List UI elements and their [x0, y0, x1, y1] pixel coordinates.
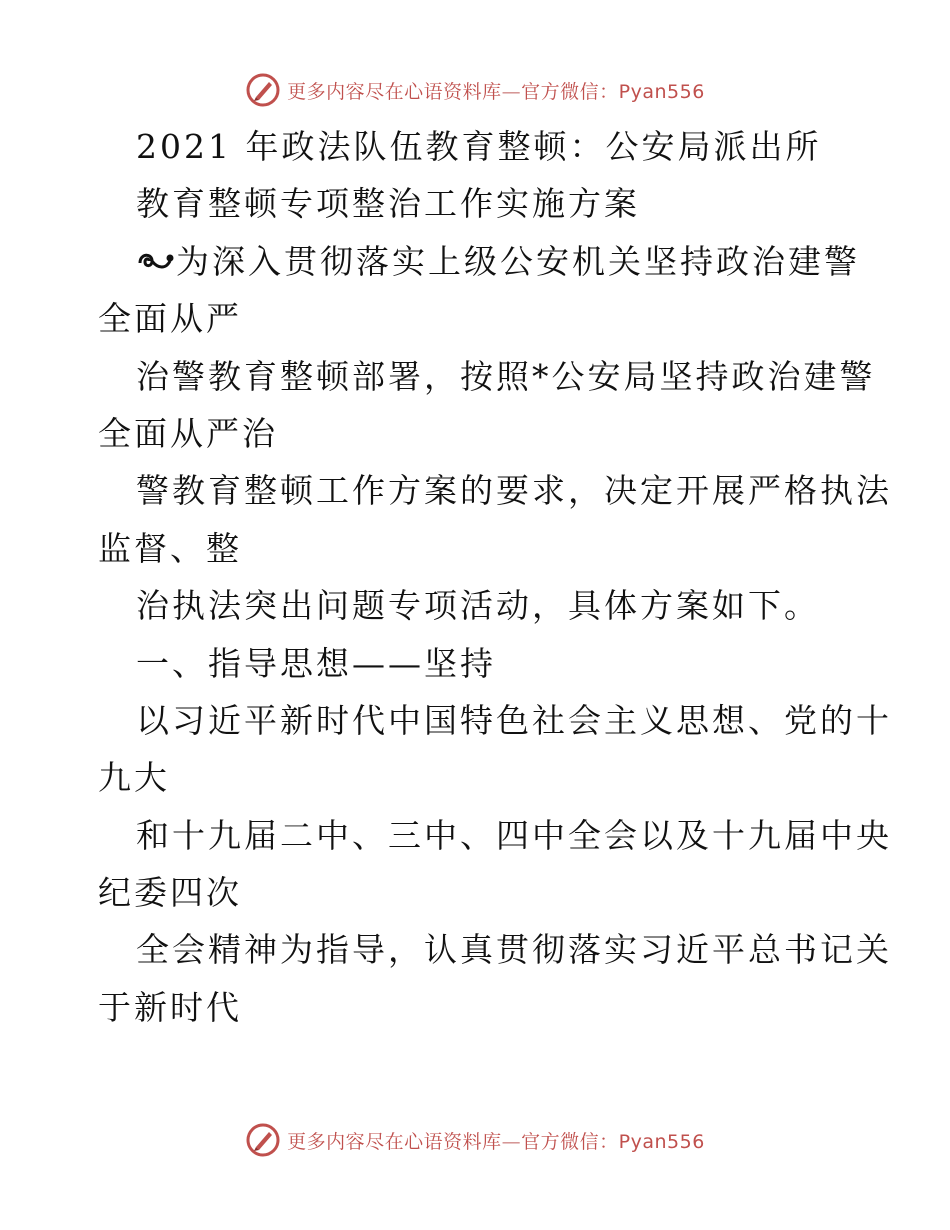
section-heading-guiding-ideology: 一、指导思想——坚持	[136, 643, 496, 683]
doc-paragraph-line: 全面从严	[98, 299, 242, 339]
doc-paragraph-line: 治警教育整顿部署，按照*公安局坚持政治建警	[136, 356, 876, 396]
doc-paragraph-line: 监督、整	[98, 528, 242, 568]
doc-paragraph-line: 和十九届二中、三中、四中全会以及十九届中央	[136, 815, 892, 855]
doc-paragraph-line: 于新时代	[98, 987, 242, 1027]
doc-title-line-2: 教育整顿专项整治工作实施方案	[136, 184, 640, 224]
doc-paragraph-line: 为深入贯彻落实上级公安机关坚持政治建警	[98, 233, 858, 290]
pen-nib-logo-icon	[245, 1122, 281, 1158]
header-banner	[0, 70, 950, 110]
header-banner-text: 更多内容尽在心语资料库—官方微信：Pyan556	[287, 80, 705, 103]
document-body	[98, 118, 892, 1036]
doc-title-line-1: 2021 年政法队伍教育整顿：公安局派出所	[136, 127, 822, 166]
doc-paragraph-line: 纪委四次	[98, 873, 242, 913]
pen-nib-logo-icon	[245, 72, 281, 108]
doc-paragraph-line: 全面从严治	[98, 413, 278, 453]
footer-banner-text: 更多内容尽在心语资料库—官方微信：Pyan556	[287, 1130, 705, 1153]
doc-paragraph-line: 以习近平新时代中国特色社会主义思想、党的十	[136, 700, 892, 740]
footer-banner	[0, 1120, 950, 1160]
doc-paragraph-line: 全会精神为指导，认真贯彻落实习近平总书记关	[136, 930, 892, 970]
doc-paragraph-line: 治执法突出问题专项活动，具体方案如下。	[136, 586, 820, 626]
doc-paragraph-line: 警教育整顿工作方案的要求，决定开展严格执法	[136, 471, 892, 511]
ornament-swirl-icon	[136, 247, 176, 277]
doc-paragraph-line: 九大	[98, 758, 170, 798]
